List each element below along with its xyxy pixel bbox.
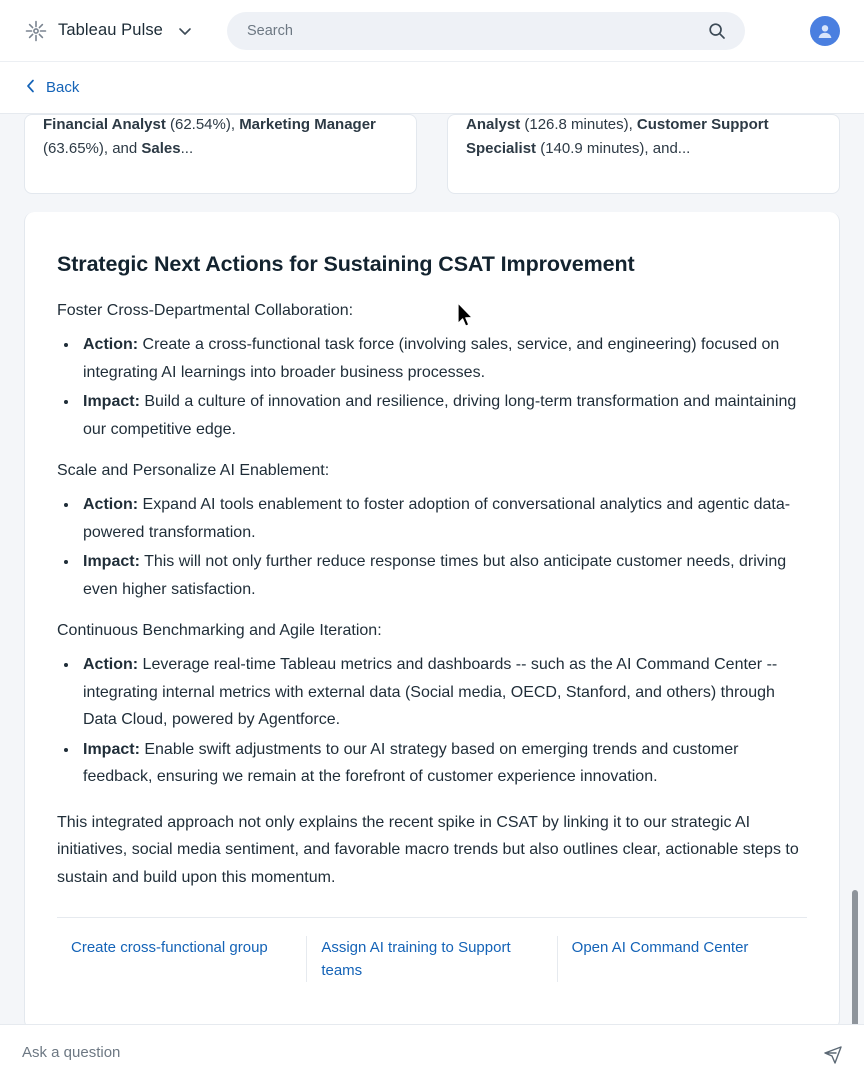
point-label: Action:: [83, 496, 139, 513]
insight-panel: [24, 212, 840, 1024]
group-points: [57, 331, 807, 443]
back-button[interactable]: [24, 78, 79, 98]
suggested-actions: [57, 917, 807, 982]
summary-card[interactable]: [24, 114, 417, 194]
group-lead: Scale and Personalize AI Enablement:: [57, 462, 330, 479]
send-icon[interactable]: [822, 1042, 844, 1064]
pulse-icon: [24, 19, 48, 43]
summary-card-text: [466, 114, 821, 161]
list-item: [79, 736, 807, 791]
group-lead: Continuous Benchmarking and Agile Iteration:: [57, 622, 382, 639]
point-text: Create a cross-functional task force (involving sales, service, and engineering) focused on integrating AI learnings into broader business processes.: [83, 336, 780, 381]
point-text: Build a culture of innovation and resilience, driving long-term transformation and maintaining our competitive edge.: [83, 393, 797, 438]
back-label: Back: [46, 79, 80, 96]
list-item: [79, 548, 807, 603]
group-points: [57, 491, 807, 603]
brand-name: Tableau Pulse: [58, 21, 163, 39]
summary-card-fragment: (126.8 minutes),: [520, 116, 637, 133]
closing-paragraph: This integrated approach not only explains the recent spike in CSAT by linking it to our strategic AI initiatives, social media sentiment, and favorable macro trends but also outlines clear, actionable steps to sustain and build upon this momentum.: [57, 813, 799, 886]
list-item: [79, 331, 807, 386]
ask-question-input[interactable]: [20, 1043, 822, 1062]
list-item: [79, 388, 807, 443]
suggested-action[interactable]: Assign AI training to Support teams: [307, 936, 557, 982]
chevron-left-icon: [24, 78, 38, 98]
summary-card-fragment: (140.9 minutes), and...: [536, 140, 691, 157]
recommendation-groups: [57, 299, 807, 791]
summary-card-fragment: ...: [180, 140, 194, 157]
group-lead: Foster Cross-Departmental Collaboration:: [57, 302, 354, 319]
summary-card-fragment: Customer Support Specialist: [466, 116, 769, 157]
summary-card-fragment: (62.54%),: [165, 116, 240, 133]
point-text: Leverage real-time Tableau metrics and dashboards -- such as the AI Command Center -- integrating internal metrics with external data (Social media, OECD, Stanford, and others) through Data Cloud, powered by Agentforce.: [83, 656, 778, 728]
point-text: Expand AI tools enablement to foster adoption of conversational analytics and agentic data-powered transformation.: [83, 496, 791, 541]
point-label: Impact:: [83, 740, 140, 758]
user-avatar-icon[interactable]: [810, 16, 840, 46]
summary-card-fragment: Analyst: [466, 116, 521, 133]
point-label: Impact:: [83, 553, 140, 570]
list-item: [79, 651, 807, 734]
point-label: Impact:: [83, 393, 140, 410]
summary-card-text: [43, 114, 398, 161]
search-input[interactable]: [245, 22, 707, 40]
top-bar: [0, 0, 864, 62]
list-item: [79, 491, 807, 546]
group-points: [57, 651, 807, 791]
chevron-down-icon[interactable]: [177, 23, 193, 39]
point-label: Action:: [83, 336, 139, 353]
search-icon[interactable]: [707, 21, 727, 41]
suggested-action[interactable]: Open AI Command Center: [571, 939, 749, 956]
summary-card[interactable]: [447, 114, 840, 194]
vertical-scrollbar[interactable]: [852, 890, 858, 1024]
search-box[interactable]: [227, 12, 745, 50]
summary-card-fragment: (63.65%), and: [43, 140, 142, 157]
content-scroll-area: [0, 114, 864, 1024]
suggested-action[interactable]: Create cross-functional group: [57, 936, 307, 982]
summary-card-fragment: Sales: [141, 140, 181, 157]
summary-cards-row: [24, 114, 840, 194]
back-bar: [0, 62, 864, 114]
summary-card-fragment: Financial Analyst: [43, 116, 166, 133]
page-title: Strategic Next Actions for Sustaining CSAT Improvement: [57, 252, 635, 276]
brand[interactable]: [24, 19, 163, 43]
point-text: This will not only further reduce response times but also anticipate customer needs, driving even higher satisfaction.: [83, 553, 787, 598]
point-text: Enable swift adjustments to our AI strategy based on emerging trends and customer feedback, ensuring we remain at the forefront of customer experience innovation.: [83, 740, 739, 785]
summary-card-fragment: Marketing Manager: [239, 116, 376, 133]
point-label: Action:: [83, 656, 139, 673]
ask-bar: [0, 1024, 864, 1080]
